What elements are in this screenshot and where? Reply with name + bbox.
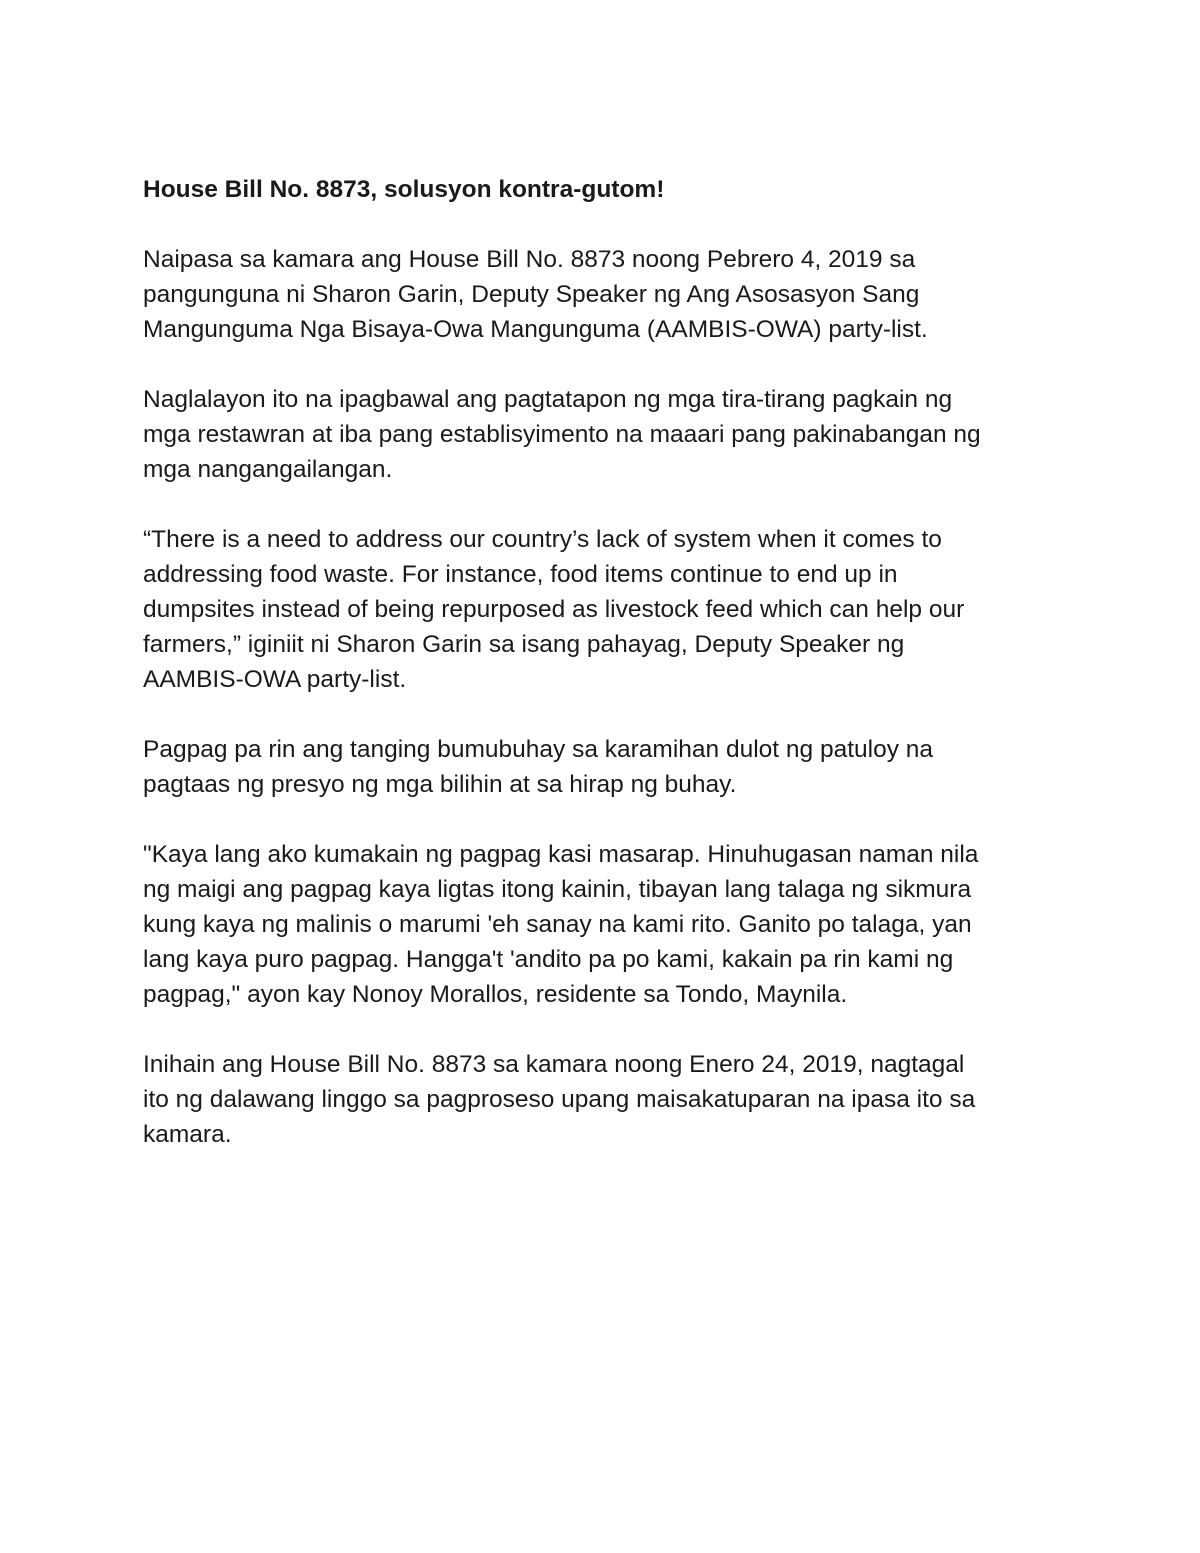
paragraph-line: ito ng dalawang linggo sa pagproseso upang maisakatuparan na ipasa ito sa (143, 1086, 976, 1113)
paragraph-line: “There is a need to address our country’s lack of system when it comes to (143, 526, 942, 553)
paragraph-2 (143, 382, 1063, 487)
paragraph-line: kamara. (143, 1121, 232, 1148)
paragraph-6 (143, 1047, 1063, 1152)
paragraph-4 (143, 732, 1063, 802)
paragraph-line: Naipasa sa kamara ang House Bill No. 8873 noong Pebrero 4, 2019 sa (143, 246, 916, 273)
paragraph-line: "Kaya lang ako kumakain ng pagpag kasi masarap. Hinuhugasan naman nila (143, 841, 979, 868)
paragraph-line: pagtaas ng presyo ng mga bilihin at sa hirap ng buhay. (143, 771, 737, 798)
paragraph-5-quote (143, 837, 1063, 1012)
paragraph-line: Naglalayon ito na ipagbawal ang pagtatapon ng mga tira-tirang pagkain ng (143, 386, 953, 413)
paragraph-line: lang kaya puro pagpag. Hangga't 'andito pa po kami, kakain pa rin kami ng (143, 946, 954, 973)
paragraph-3-quote (143, 522, 1063, 697)
paragraph-line: pagpag," ayon kay Nonoy Morallos, residente sa Tondo, Maynila. (143, 981, 848, 1008)
paragraph-line: kung kaya ng malinis o marumi 'eh sanay na kami rito. Ganito po talaga, yan (143, 911, 972, 938)
paragraph-line: mga restawran at iba pang establisyimento na maaari pang pakinabangan ng (143, 421, 981, 448)
paragraph-line: Pagpag pa rin ang tanging bumubuhay sa karamihan dulot ng patuloy na (143, 736, 934, 763)
paragraph-line: farmers,” iginiit ni Sharon Garin sa isang pahayag, Deputy Speaker ng (143, 631, 905, 658)
document-body (143, 172, 1063, 1187)
paragraph-line: pangunguna ni Sharon Garin, Deputy Speaker ng Ang Asosasyon Sang (143, 281, 920, 308)
paragraph-line: mga nangangailangan. (143, 456, 393, 483)
paragraph-line: addressing food waste. For instance, food items continue to end up in (143, 561, 898, 588)
paragraph-line: Inihain ang House Bill No. 8873 sa kamara noong Enero 24, 2019, nagtagal (143, 1051, 965, 1078)
document-title: House Bill No. 8873, solusyon kontra-gutom! (143, 176, 665, 203)
paragraph-line: Mangunguma Nga Bisaya-Owa Mangunguma (AAMBIS-OWA) party-list. (143, 316, 928, 343)
paragraph-line: AAMBIS-OWA party-list. (143, 666, 407, 693)
paragraph-1 (143, 242, 1063, 347)
paragraph-line: dumpsites instead of being repurposed as livestock feed which can help our (143, 596, 965, 623)
paragraph-line: ng maigi ang pagpag kaya ligtas itong kainin, tibayan lang talaga ng sikmura (143, 876, 972, 903)
